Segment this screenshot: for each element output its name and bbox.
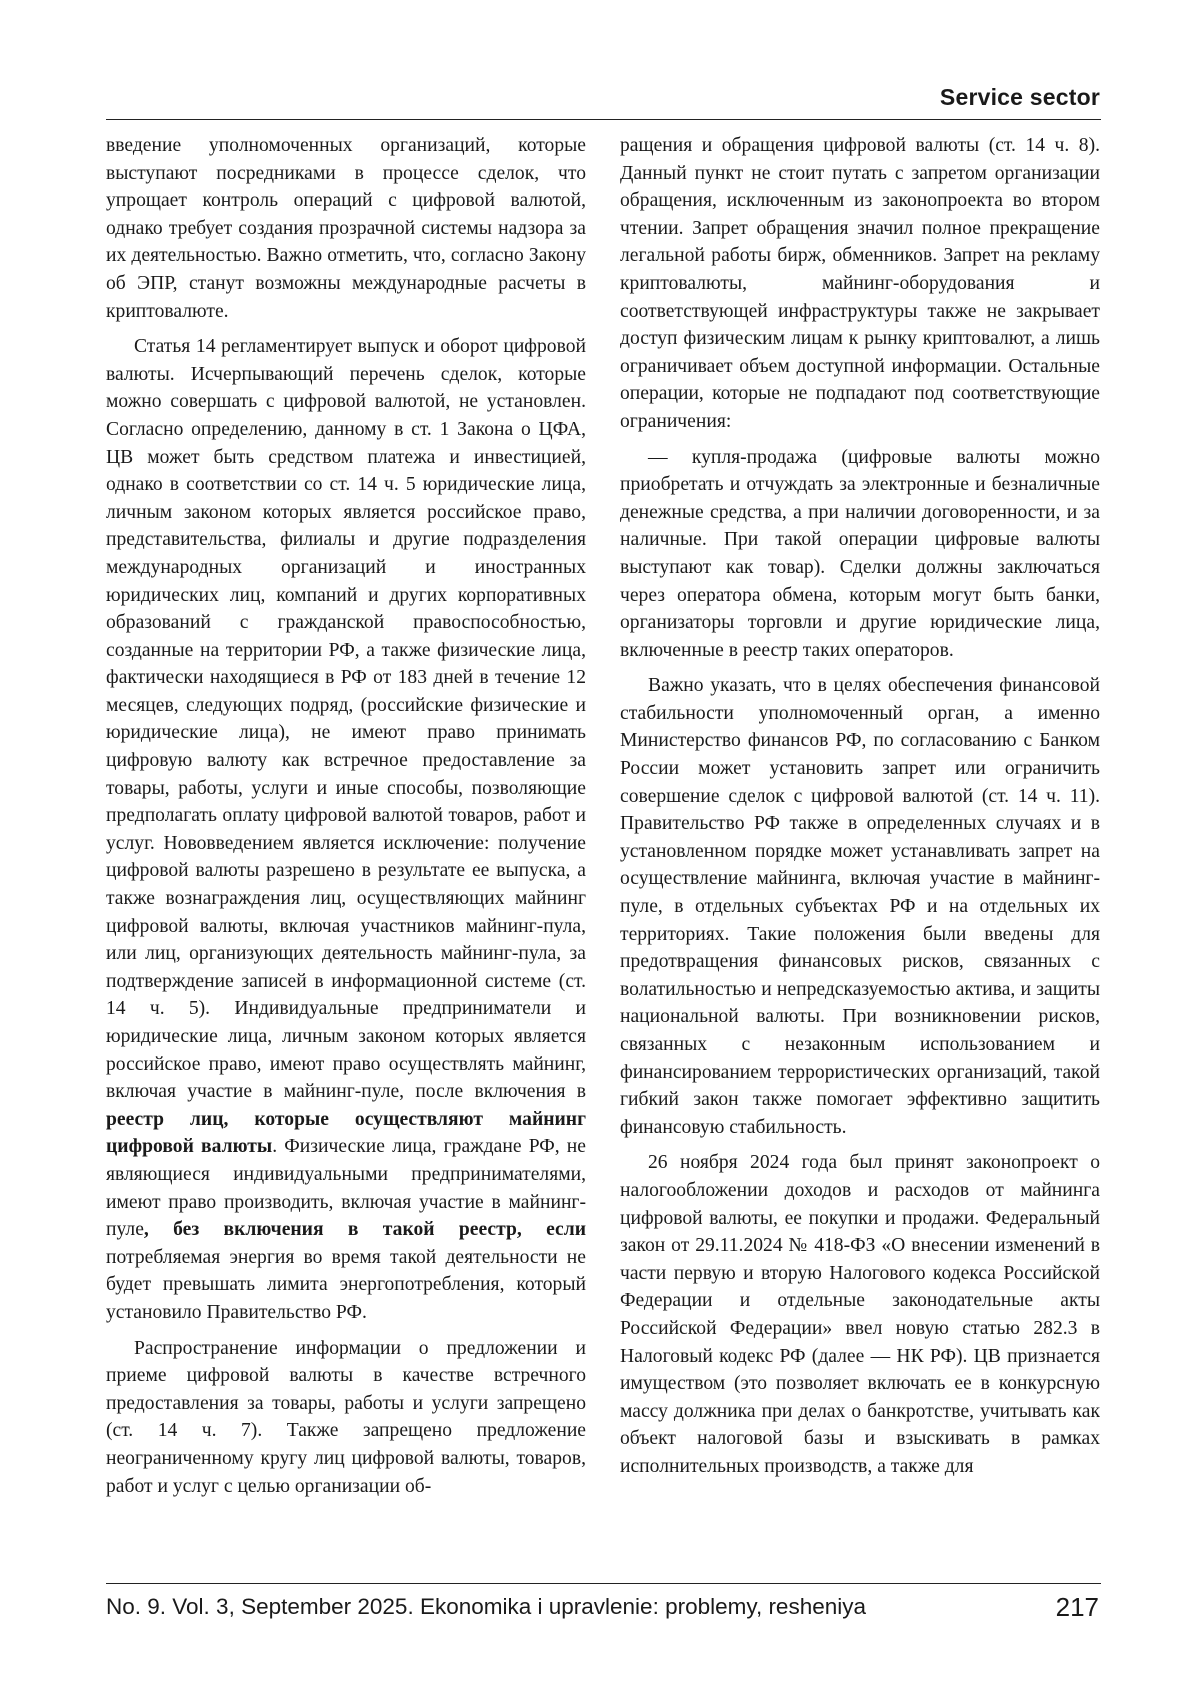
page-number: 217 [1055,1592,1099,1622]
text-span: потребляемая энергия во время такой деятельности не будет превышать лимита энергопотребления, который установило Правительство РФ. [106,1246,586,1323]
paragraph: Важно указать, что в целях обеспечения финансовой стабильности уполномоченный орган, а именно Министерство финансов РФ, по согласованию с Банком России может установить запрет или ограничить совершение сделок с цифровой валютой (ст. 14 ч. 11). Правительство РФ также в определенных случаях и в установленном порядке может устанавливать запрет на осуществление майнинга, включая участие в майнинг-пуле, в отдельных субъектах РФ и на отдельных их территориях. Такие положения были введены для предотвращения финансовых рисков, связанных с волатильностью и непредсказуемостью актива, и защиты национальной валюты. При возникновении рисков, связанных с незаконным использованием и финансированием террористических организаций, такой гибкий закон также помогает эффективно защитить финансовую стабильность. [620,675,1100,1138]
list-item: — купля-продажа (цифровые валюты можно приобретать и отчуждать за электронные и безналичные денежные средства, а при наличии договоренности, и за наличные. При такой операции цифровые валюты выступают как товар). Сделки должны заключаться через оператора обмена, которым могут быть банки, организаторы торговли и другие юридические лица, включенные в реестр таких операторов. [620,446,1100,661]
right-column [620,132,1100,1577]
footer [106,1594,1101,1630]
paragraph [106,333,586,1326]
paragraph: Распространение информации о предложении и приеме цифровой валюты в качестве встречного предоставления за товары, работы и услуги запрещено (ст. 14 ч. 7). Также запрещено предложение неограниченному кругу лиц цифровой валюты, товаров, работ и услуг с целью организации об- [106,1337,586,1497]
paragraph: введение уполномоченных организаций, которые выступают посредниками в процессе сделок, что упрощает контроль операций с цифровой валютой, однако требует создания прозрачной системы надзора за их деятельностью. Важно отметить, что, согласно Закону об ЭПР, станут возможны международные расчеты в криптовалюте. [106,135,586,322]
left-column [106,132,586,1577]
footer-rule [106,1583,1101,1584]
paragraph: 26 ноября 2024 года был принят законопроект о налогообложении доходов и расходов от майнинга цифровой валюты, ее покупки и продажи. Федеральный закон от 29.11.2024 № 418-ФЗ «О внесении изменений в части первую и вторую Налогового кодекса Российской Федерации и отдельные законодательные акты Российской Федерации» ввел новую статью 282.3 в Налоговый кодекс РФ (далее — НК РФ). ЦВ признается имуществом (это позволяет включать ее в конкурсную массу должника при делах о банкротстве, учитывать как объект налоговой базы и взыскивать в рамках исполнительных производств, а также для [620,1152,1100,1477]
bold-span: , без включения в такой реестр, если [143,1219,586,1241]
bold-span: реестр лиц, которые осуществляют майнинг цифровой валюты [106,1108,586,1158]
header-rule [106,119,1101,120]
text-span: . Физические лица, граждане РФ, не являющиеся индивидуальными предпринимателями, имеют право производить, включая участие в майнинг-пуле [106,1136,586,1241]
paragraph: ращения и обращения цифровой валюты (ст. 14 ч. 8). Данный пункт не стоит путать с запретом организации обращения, исключенным из законопроекта во втором чтении. Запрет обращения значил полное прекращение легальной работы бирж, обменников. Запрет на рекламу криптовалюты, майнинг-оборудования и соответствующей инфраструктуры также не закрывает доступ физическим лицам к рынку криптовалют, а лишь ограничивает объем доступной информации. Остальные операции, которые не подпадают под соответствующие ограничения: [620,135,1100,432]
section-title: Service sector [939,84,1100,110]
text-span: Статья 14 регламентирует выпуск и оборот цифровой валюты. Исчерпывающий перечень сделок, которые можно совершать с цифровой валютой, не установлен. Согласно определению, данному в ст. 1 Закона о ЦФА, ЦВ может быть средством платежа и инвестицией, однако в соответствии со ст. 14 ч. 5 юридические лица, личным законом которых является российское право, представительства, филиалы и другие подразделения международных организаций и иностранных юридических лиц, компаний и других корпоративных образований с гражданской правоспособностью, созданные на территории РФ, а также физические лица, фактически находящиеся в РФ от 183 дней в течение 12 месяцев, следующих подряд, (российские физические и юридические лица), не имеют право принимать цифровую валюту как встречное предоставление за товары, работы, услуги и иные способы, позволяющие предполагать оплату цифровой валютой товаров, работ и услуг. Нововведением является исключение: получение цифровой валюты разрешено в результате ее выпуска, а также вознаграждения лиц, осуществляющих майнинг цифровой валюты, включая участников майнинг-пула, или лиц, организующих деятельность майнинг-пула, за подтверждение записей в информационной системе (ст. 14 ч. 5). Индивидуальные предприниматели и юридические лица, личным законом которых является российское право, имеют право осуществлять майнинг, включая участие в майнинг-пуле, после включения в [106,336,586,1103]
journal-citation: No. 9. Vol. 3, September 2025. Ekonomika i upravlenie: problemy, resheniya [106,1594,867,1619]
